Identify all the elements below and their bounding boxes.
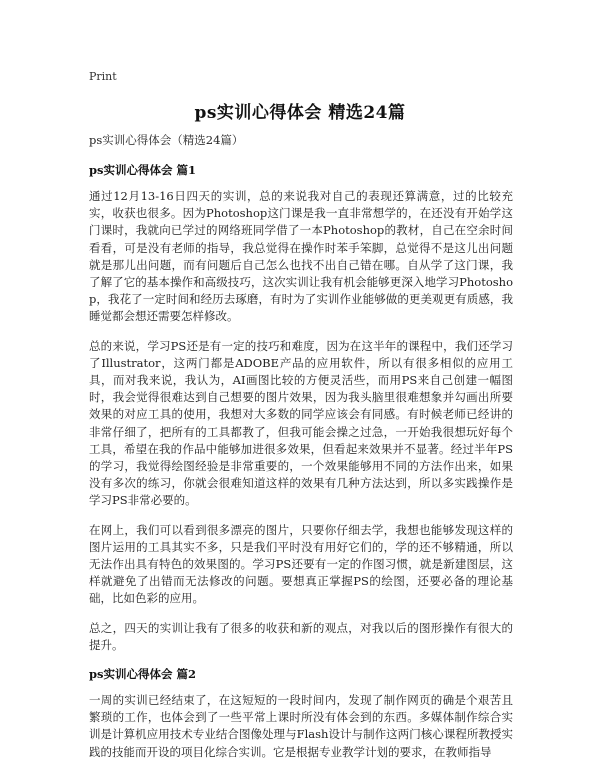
paragraph: 通过12月13-16日四天的实训，总的来说我对自己的表现还算满意，过的比较充实，收获也很多。因为Photoshop这门课是我一直非常想学的，在还没有开始学这门课时，我就向已学过的网络班同学借了一本Photoshop的教材，自己在空余时间看看，可是没有老师的指导，我总觉得在操作时苯手笨脚，总觉得不是这儿出问题就是那儿出问题，而有问题后自己怎么也找不出自己错在哪。自从学了这门课，我了解了它的基本操作和高级技巧，这次实训让我有机会能够更深入地学习Photoshop，我花了一定时间和经历去琢磨，有时为了实训作业能够做的更美观更有质感，我睡觉都会想还需要怎样修改。 [89,189,513,324]
document-body [89,132,513,773]
section-heading-1: ps实训心得体会 篇1 [89,163,197,177]
paragraph: 总的来说，学习PS还是有一定的技巧和难度，因为在这半年的课程中，我们还学习了Illustrator，这两门都是ADOBE产品的应用软件，所以有很多相似的应用工具，而对我来说，我认为，AI画图比较的方便灵活些，而用PS来自己创建一幅图时，我会觉得很难达到自己想要的图片效果，因为我头脑里很难想象并勾画出所要效果的对应工具的使用，我想对大多数的同学应该会有同感。有时候老师已经讲的非常仔细了，把所有的工具都教了，但我可能会操之过急，一开始我很想玩好每个工具，希望在我的作品中能够加进很多效果，但看起来效果并不显著。经过半年PS的学习，我觉得绘图经验是非常重要的，一个效果能够用不同的方法作出来，如果没有多次的练习，你就会很难知道这样的效果有几种方法达到，所以多实践操作是学习PS非常必要的。 [89,338,513,508]
page-title: ps实训心得体会 精选24篇 [194,103,406,123]
paragraph: 一周的实训已经结束了，在这短短的一段时间内，发现了制作网页的确是个艰苦且繁琐的工作，也体会到了一些平常上课时所没有体会到的东西。多媒体制作综合实训是计算机应用技术专业结合图像处理与Flash设计与制作这两门核心课程所教授实践的技能而开设的项目化综合实训。它是根据专业教学计划的要求，在教师指导 [89,693,513,759]
paragraph: 在网上，我们可以看到很多漂亮的图片，只要你仔细去学，我想也能够发现这样的图片运用的工具其实不多，只是我们平时没有用好它们的，学的还不够精通，所以无法作出具有特色的效果图的。学习PS还要有一定的作图习惯，就是新建图层，这样就避免了出错而无法修改的问题。要想真正掌握PS的绘图，还要必备的理论基础，比如色彩的应用。 [89,522,513,606]
document-subtitle: ps实训心得体会（精选24篇） [89,133,244,147]
paragraph: 总之，四天的实训让我有了很多的收获和新的观点，对我以后的图形操作有很大的提升。 [89,620,513,652]
section-heading-2: ps实训心得体会 篇2 [89,667,197,682]
print-label[interactable]: Print [89,70,117,83]
